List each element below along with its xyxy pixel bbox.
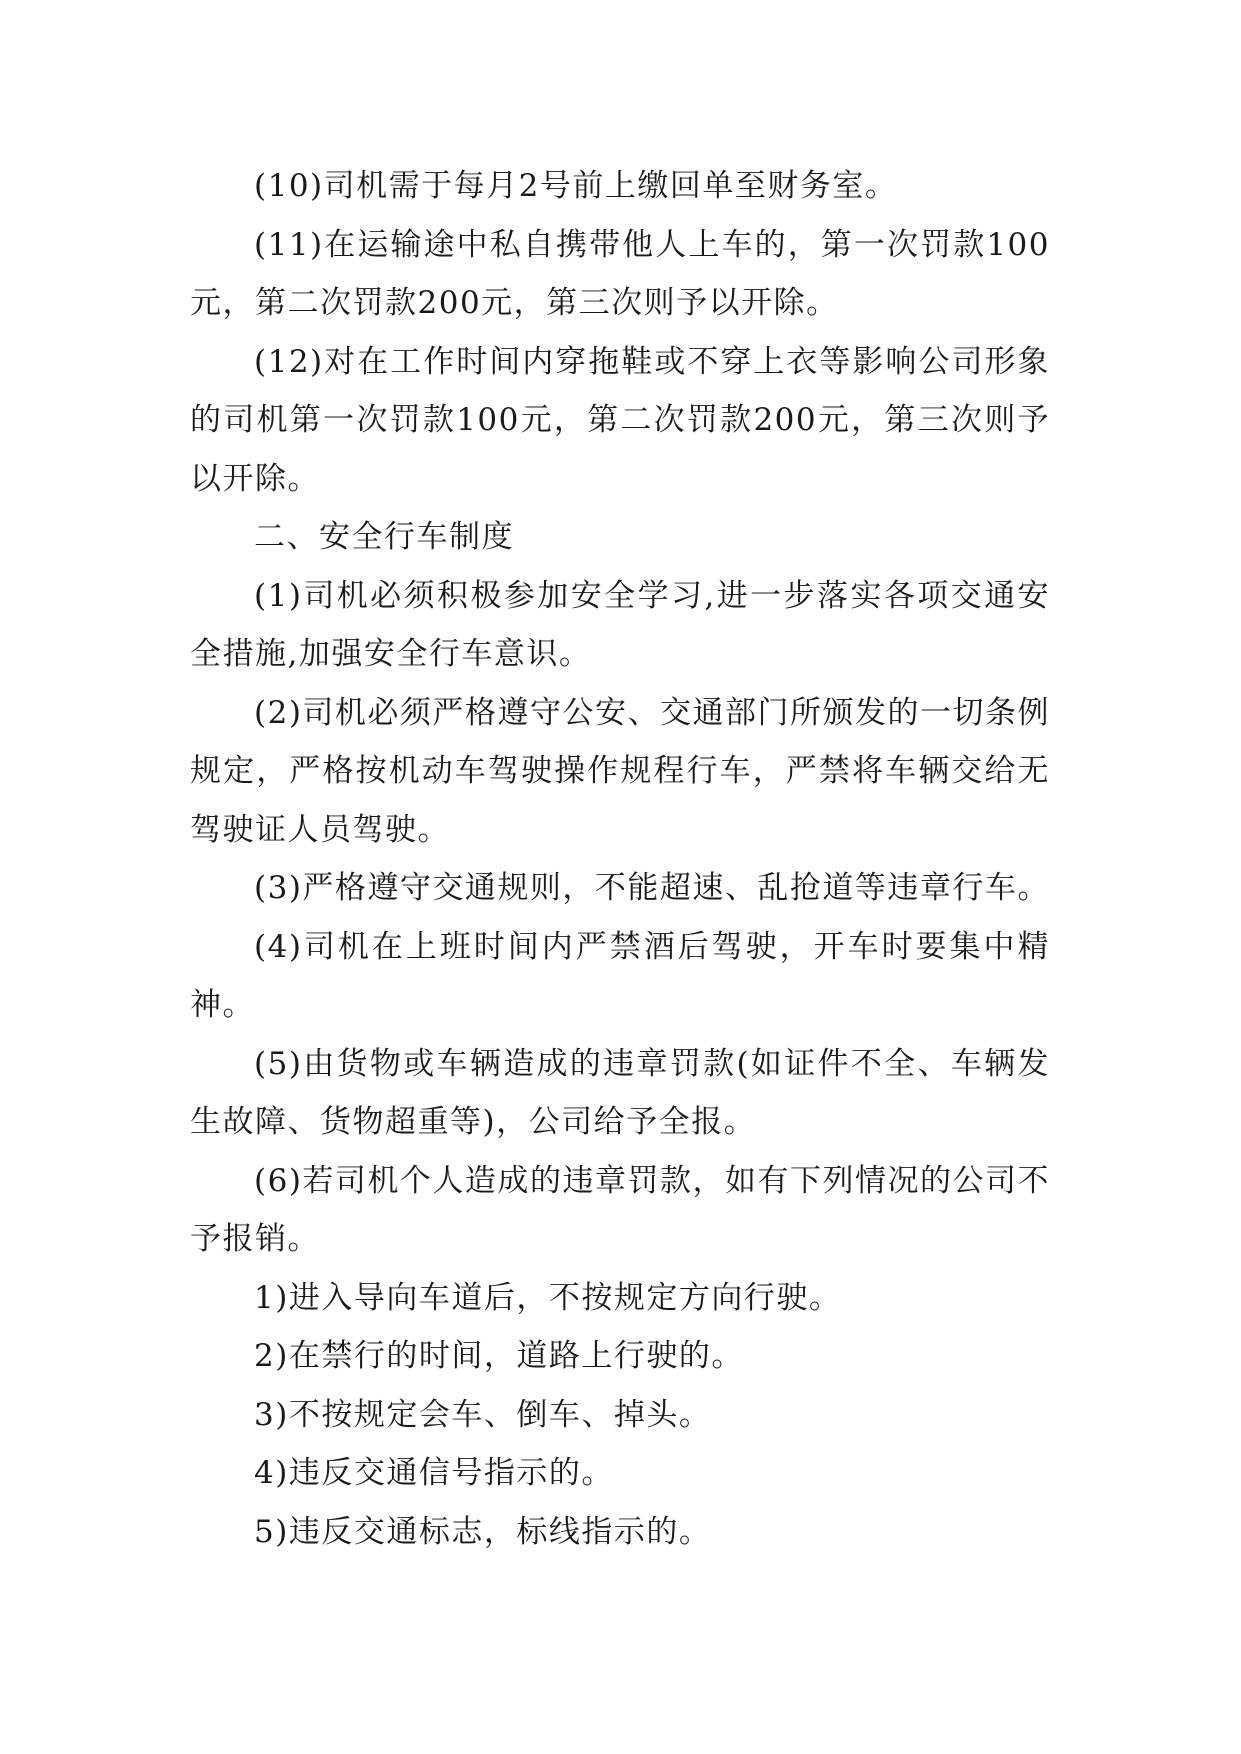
paragraph-rule-11: (11)在运输途中私自携带他人上车的，第一次罚款100元，第二次罚款200元，第三次则予以开除。: [190, 226, 1050, 321]
list-item-3: 3)不按规定会车、倒车、掉头。: [254, 1396, 712, 1433]
list-item-4: 4)违反交通信号指示的。: [254, 1455, 614, 1491]
paragraph-rule-10: (10)司机需于每月2号前上缴回单至财务室。: [254, 168, 898, 204]
paragraph-safety-5: (5)由货物或车辆造成的违章罚款(如证件不全、车辆发生故障、货物超重等)，公司给予全报。: [190, 1045, 1050, 1140]
list-item-1: 1)进入导向车道后，不按规定方向行驶。: [254, 1279, 842, 1316]
list-item-2: 2)在禁行的时间，道路上行驶的。: [254, 1338, 744, 1374]
paragraph-safety-4: (4)司机在上班时间内严禁酒后驾驶，开车时要集中精神。: [190, 928, 1050, 1023]
paragraph-rule-12: (12)对在工作时间内穿拖鞋或不穿上衣等影响公司形象的司机第一次罚款100元，第二次罚款200元，第三次则予以开除。: [190, 343, 1050, 497]
paragraph-safety-3: (3)严格遵守交通规则，不能超速、乱抢道等违章行车。: [254, 870, 1050, 906]
section-heading-safe-driving: 二、安全行车制度: [254, 519, 514, 555]
paragraph-safety-6: (6)若司机个人造成的违章罚款，如有下列情况的公司不予报销。: [190, 1162, 1050, 1257]
paragraph-safety-2: (2)司机必须严格遵守公安、交通部门所颁发的一切条例规定，严格按机动车驾驶操作规程行车，严禁将车辆交给无驾驶证人员驾驶。: [190, 694, 1050, 848]
list-item-5: 5)违反交通标志，标线指示的。: [254, 1513, 712, 1550]
document-body: [190, 157, 1050, 1561]
paragraph-safety-1: (1)司机必须积极参加安全学习,进一步落实各项交通安全措施,加强安全行车意识。: [190, 577, 1050, 672]
